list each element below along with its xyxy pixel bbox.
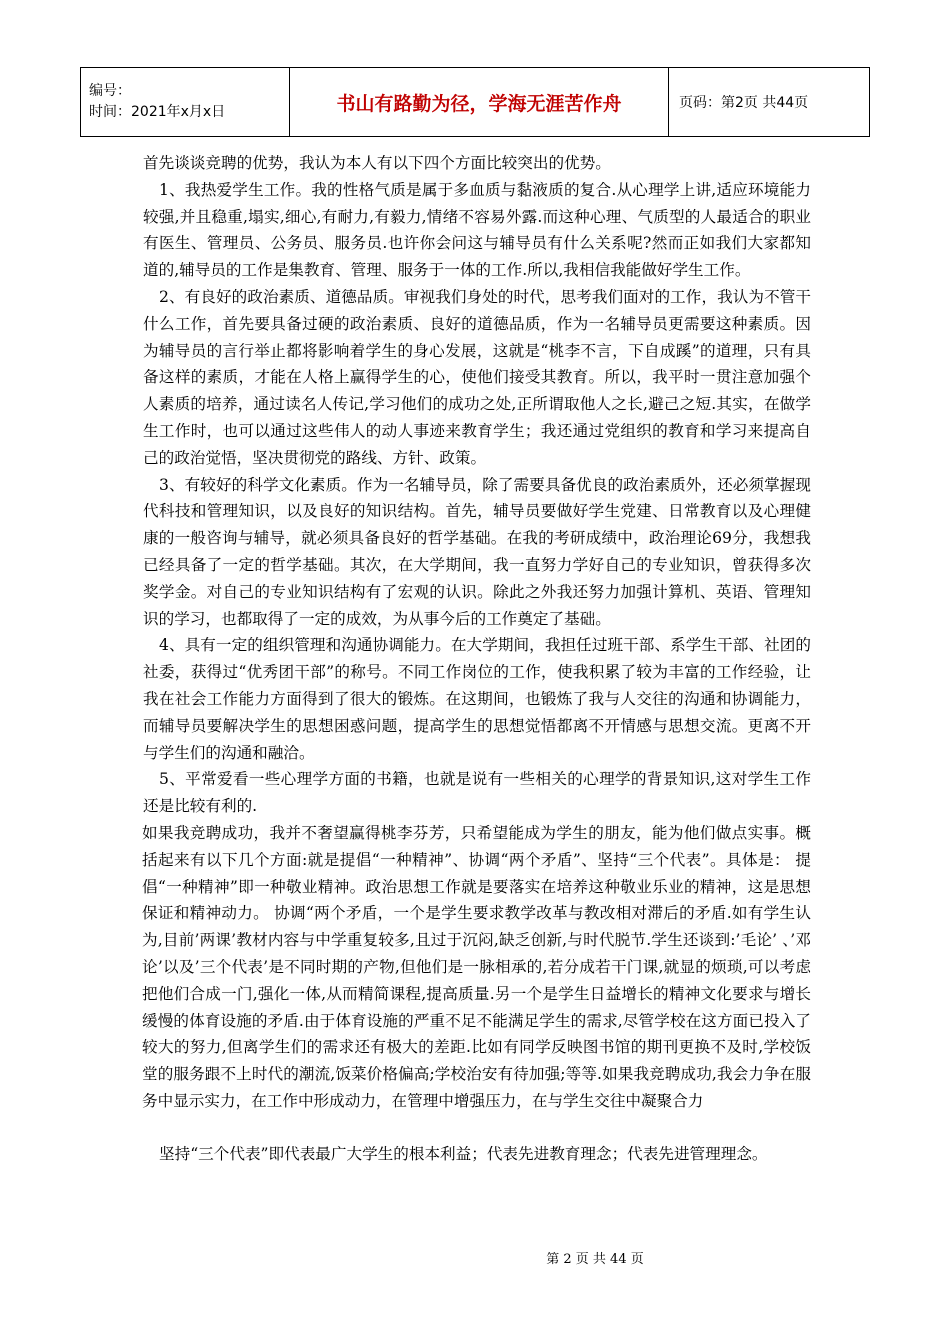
paragraph-advantage-5: 5、平常爱看一些心理学方面的书籍，也就是说有一些相关的心理学的背景知识,这对学生工作还是比较有利的.: [143, 770, 811, 816]
document-body: [143, 150, 811, 1167]
document-number-label: 编号：: [89, 83, 131, 99]
header-table: [80, 67, 870, 137]
header-page-info: 页码：第2页 共44页: [669, 68, 870, 137]
page-footer: 第 2 页 共 44 页: [546, 1252, 644, 1267]
header-motto: 书山有路勤为径，学海无涯苦作舟: [290, 68, 669, 137]
paragraph-plan: 如果我竞聘成功，我并不奢望赢得桃李芬芳，只希望能成为学生的朋友，能为他们做点实事。概括起来有以下几个方面:就是提倡“一种精神”、协调“两个矛盾”、坚持“三个代表”。具体是： 提倡“一种精神”即一种敬业精神。政治思想工作就是要落实在培养这种敬业乐业的精神，这是思想保证和精神动力。 协调“两个矛盾，一个是学生要求教学改革与教改相对滞后的矛盾.如有学生认为,目前’两课’教材内容与中学重复较多,且过于沉闷,缺乏创新,与时代脱节.学生还谈到:’毛论’ 、’邓论’以及’三个代表’是不同时期的产物,但他们是一脉相承的,若分成若干门课,就显的烦琐,可以考虑把他们合成一门,强化一体,从而精简课程,提高质量.另一个是学生日益增长的精神文化要求与增长缓慢的体育设施的矛盾.由于体育设施的严重不足不能满足学生的需求,尽管学校在这方面已投入了较大的努力,但离学生们的需求还有极大的差距.比如有同学反映图书馆的期刊更换不及时,学校饭堂的服务跟不上时代的潮流,饭菜价格偏高;学校治安有待加强;等等.如果我竞聘成功,我会力争在服务中显示实力，在工作中形成动力，在管理中增强压力，在与学生交往中凝聚合力: [142, 823, 811, 1110]
paragraph-three-represents: 坚持“三个代表”即代表最广大学生的根本利益；代表先进教育理念；代表先进管理理念。: [159, 1144, 768, 1163]
document-time-label: 时间：2021年x月x日: [89, 104, 226, 120]
paragraph-advantage-1: 1、我热爱学生工作。我的性格气质是属于多血质与黏液质的复合.从心理学上讲,适应环境能力较强,并且稳重,塌实,细心,有耐力,有毅力,情绪不容易外露.而这种心理、气质型的人最适合的职业有医生、管理员、公务员、服务员.也许你会问这与辅导员有什么关系呢?然而正如我们大家都知道的,辅导员的工作是集教育、管理、服务于一体的工作.所以,我相信我能做好学生工作。: [143, 180, 811, 280]
paragraph-intro: 首先谈谈竞聘的优势，我认为本人有以下四个方面比较突出的优势。: [143, 154, 611, 172]
header-meta: [81, 68, 290, 137]
paragraph-advantage-2: 2、有良好的政治素质、道德品质。审视我们身处的时代，思考我们面对的工作，我认为不管干什么工作，首先要具备过硬的政治素质、良好的道德品质，作为一名辅导员更需要这种素质。因为辅导员的言行举止都将影响着学生的身心发展，这就是“桃李不言，下自成蹊”的道理，只有具备这样的素质，才能在人格上赢得学生的心，使他们接受其教育。所以，我平时一贯注意加强个人素质的培养，通过读名人传记,学习他们的成功之处,正所谓取他人之长,避己之短.其实，在做学生工作时，也可以通过这些伟人的动人事迹来教育学生；我还通过党组织的教育和学习来提高自己的政治觉悟，坚决贯彻党的路线、方针、政策。: [143, 287, 811, 467]
paragraph-advantage-3: 3、有较好的科学文化素质。作为一名辅导员，除了需要具备优良的政治素质外，还必须掌握现代科技和管理知识，以及良好的知识结构。首先，辅导员要做好学生党建、日常教育以及心理健康的一般咨询与辅导，就必须具备良好的哲学基础。在我的考研成绩中，政治理论69分，我想我已经具备了一定的哲学基础。其次，在大学期间，我一直努力学好自己的专业知识，曾获得多次奖学金。对自己的专业知识结构有了宏观的认识。除此之外我还努力加强计算机、英语、管理知识的学习，也都取得了一定的成效，为从事今后的工作奠定了基础。: [143, 475, 811, 628]
paragraph-advantage-4: 4、具有一定的组织管理和沟通协调能力。在大学期间，我担任过班干部、系学生干部、社团的社委，获得过“优秀团干部”的称号。不同工作岗位的工作，使我积累了较为丰富的工作经验，让我在社会工作能力方面得到了很大的锻炼。在这期间，也锻炼了我与人交往的沟通和协调能力，而辅导员要解决学生的思想困惑问题，提高学生的思想觉悟都离不开情感与思想交流。更离不开与学生们的沟通和融洽。: [143, 636, 811, 762]
paragraph-spacer: [143, 1115, 811, 1141]
